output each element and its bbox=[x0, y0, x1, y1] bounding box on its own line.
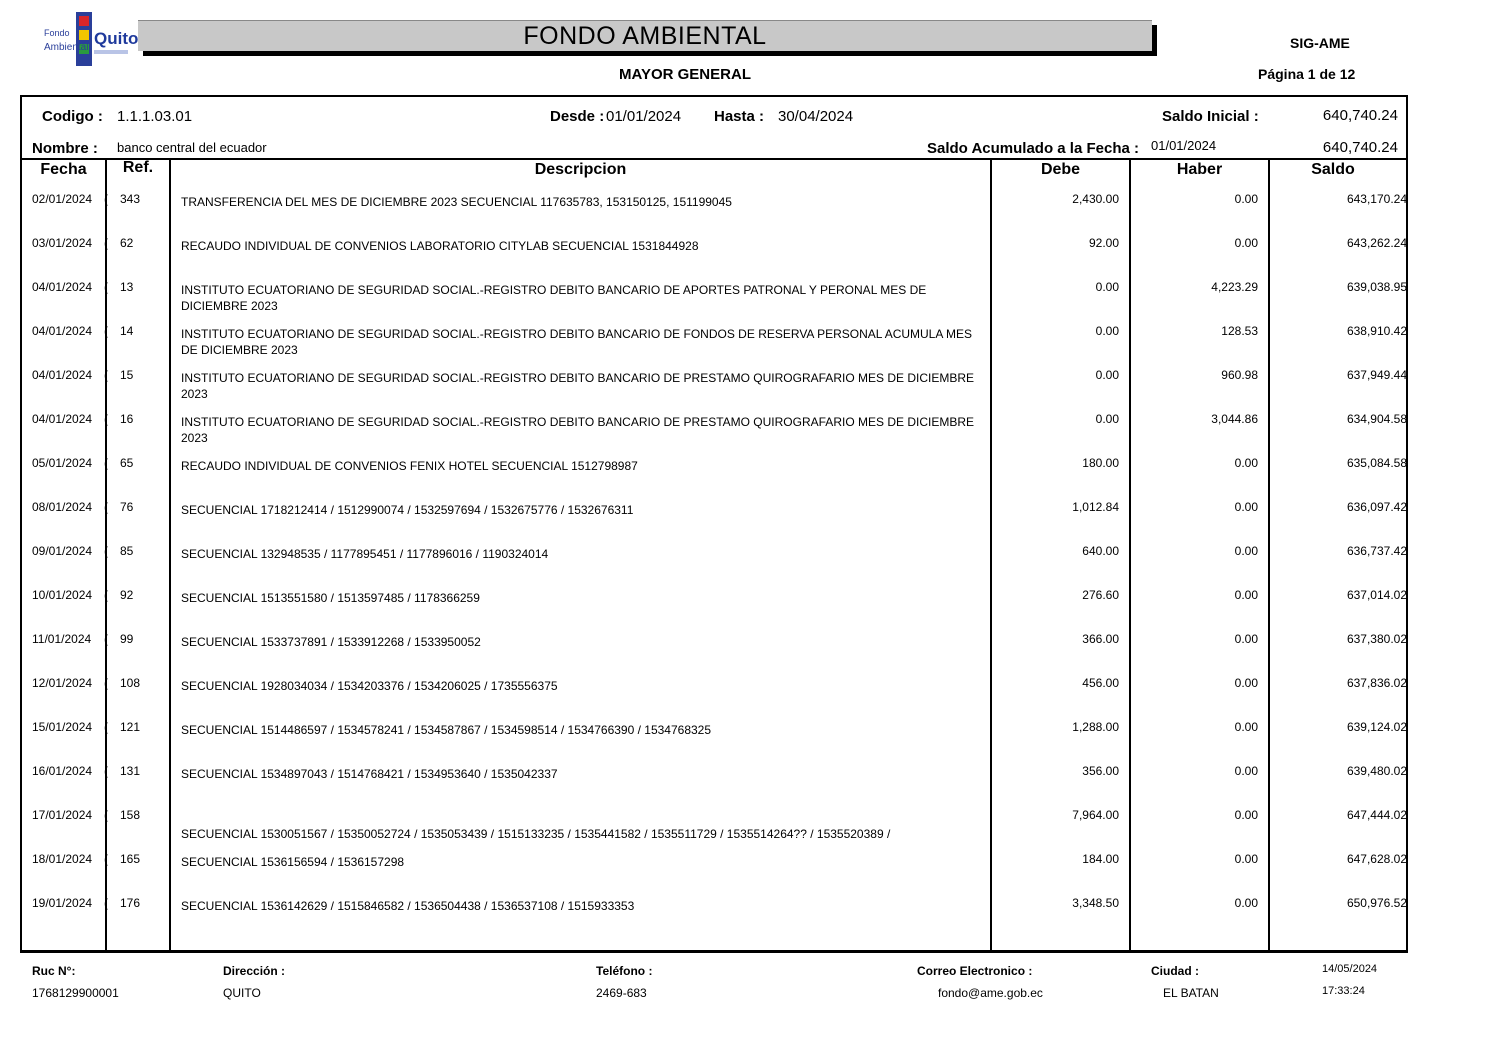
direccion-value: QUITO bbox=[223, 986, 261, 1000]
row-haber: 0.00 bbox=[1234, 500, 1258, 514]
column-header-descripcion: Descripcion bbox=[534, 161, 627, 178]
row-mark: ( bbox=[104, 192, 108, 206]
row-debe: 184.00 bbox=[1082, 852, 1119, 866]
row-fecha: 04/01/2024 bbox=[32, 368, 93, 382]
row-ref: 108 bbox=[120, 676, 141, 690]
row-descripcion: SECUENCIAL 132948535 / 1177895451 / 1177896016 / 1190324014 bbox=[181, 547, 549, 561]
row-saldo: 637,014.02 bbox=[1346, 588, 1407, 602]
row-ref: 176 bbox=[120, 896, 141, 910]
row-haber: 0.00 bbox=[1234, 852, 1258, 866]
row-ref: 99 bbox=[120, 632, 134, 646]
print-time: 17:33:24 bbox=[1322, 985, 1365, 997]
row-fecha: 18/01/2024 bbox=[32, 852, 93, 866]
row-debe: 2,430.00 bbox=[1072, 192, 1119, 206]
codigo-label: Codigo : bbox=[42, 108, 103, 125]
saldo-acumulado-value: 640,740.24 bbox=[1322, 139, 1398, 156]
ruc-value: 1768129900001 bbox=[32, 986, 119, 1000]
row-saldo: 639,124.02 bbox=[1346, 720, 1407, 734]
row-debe: 456.00 bbox=[1082, 676, 1119, 690]
svg-text:Fondo: Fondo bbox=[44, 28, 70, 38]
ciudad-value: EL BATAN bbox=[1163, 986, 1219, 1000]
row-ref: 92 bbox=[120, 588, 134, 602]
ciudad-label: Ciudad : bbox=[1151, 964, 1199, 978]
row-ref: 76 bbox=[120, 500, 134, 514]
row-haber: 0.00 bbox=[1234, 236, 1258, 250]
row-saldo: 637,949.44 bbox=[1346, 368, 1407, 382]
row-saldo: 643,262.24 bbox=[1346, 236, 1407, 250]
column-header-fecha: Fecha bbox=[40, 161, 87, 178]
row-descripcion: SECUENCIAL 1718212414 / 1512990074 / 1532597694 / 1532675776 / 1532676311 bbox=[181, 503, 634, 517]
row-descripcion: INSTITUTO ECUATORIANO DE SEGURIDAD SOCIAL.-REGISTRO DEBITO BANCARIO DE APORTES PATRONAL Y PERONAL MES DE DICIEMBRE 2023 bbox=[181, 283, 927, 313]
desde-value: 01/01/2024 bbox=[606, 108, 682, 125]
row-saldo: 636,737.42 bbox=[1346, 544, 1407, 558]
row-descripcion: INSTITUTO ECUATORIANO DE SEGURIDAD SOCIAL.-REGISTRO DEBITO BANCARIO DE PRESTAMO QUIROGRAFARIO MES DE DICIEMBRE 2023 bbox=[181, 415, 974, 445]
row-mark: ( bbox=[104, 852, 108, 866]
row-mark: ( bbox=[104, 368, 108, 382]
row-saldo: 643,170.24 bbox=[1346, 192, 1407, 206]
row-saldo: 637,380.02 bbox=[1346, 632, 1407, 646]
row-debe: 3,348.50 bbox=[1072, 896, 1119, 910]
table-row bbox=[0, 542, 1497, 586]
row-descripcion: SECUENCIAL 1534897043 / 1514768421 / 1534953640 / 1535042337 bbox=[181, 767, 558, 781]
column-header-saldo: Saldo bbox=[1311, 161, 1355, 178]
row-ref: 131 bbox=[120, 764, 141, 778]
table-row bbox=[0, 366, 1497, 410]
saldo-inicial-label: Saldo Inicial : bbox=[1162, 108, 1259, 125]
saldo-acumulado-label: Saldo Acumulado a la Fecha : bbox=[927, 140, 1139, 157]
row-descripcion: SECUENCIAL 1533737891 / 1533912268 / 1533950052 bbox=[181, 635, 481, 649]
desde-label: Desde : bbox=[550, 108, 605, 125]
row-descripcion: SECUENCIAL 1536142629 / 1515846582 / 1536504438 / 1536537108 / 1515933353 bbox=[181, 899, 635, 913]
table-row bbox=[0, 410, 1497, 454]
row-haber: 3,044.86 bbox=[1211, 412, 1258, 426]
table-header-top-rule bbox=[20, 158, 1408, 160]
row-fecha: 04/01/2024 bbox=[32, 412, 93, 426]
codigo-value: 1.1.1.03.01 bbox=[117, 108, 193, 125]
row-debe: 7,964.00 bbox=[1072, 808, 1119, 822]
row-haber: 0.00 bbox=[1234, 588, 1258, 602]
row-haber: 0.00 bbox=[1234, 456, 1258, 470]
row-mark: ( bbox=[104, 236, 108, 250]
table-row bbox=[0, 718, 1497, 762]
nombre-label: Nombre : bbox=[32, 140, 98, 157]
row-saldo: 636,097.42 bbox=[1346, 500, 1407, 514]
column-header-haber: Haber bbox=[1176, 161, 1223, 178]
row-fecha: 12/01/2024 bbox=[32, 676, 93, 690]
row-debe: 366.00 bbox=[1082, 632, 1119, 646]
row-descripcion: SECUENCIAL 1928034034 / 1534203376 / 1534206025 / 1735556375 bbox=[181, 679, 558, 693]
row-debe: 1,012.84 bbox=[1072, 500, 1119, 514]
nombre-value: banco central del ecuador bbox=[117, 140, 267, 155]
row-debe: 356.00 bbox=[1082, 764, 1119, 778]
correo-value: fondo@ame.gob.ec bbox=[938, 986, 1043, 1000]
title-shadow bbox=[143, 51, 1157, 56]
row-mark: ( bbox=[104, 544, 108, 558]
row-fecha: 08/01/2024 bbox=[32, 500, 93, 514]
table-row bbox=[0, 190, 1497, 234]
ruc-label: Ruc N°: bbox=[32, 964, 76, 978]
row-mark: ( bbox=[104, 632, 108, 646]
row-debe: 640.00 bbox=[1082, 544, 1119, 558]
row-fecha: 11/01/2024 bbox=[32, 632, 92, 646]
row-fecha: 15/01/2024 bbox=[32, 720, 93, 734]
row-ref: 343 bbox=[120, 192, 141, 206]
row-saldo: 638,910.42 bbox=[1346, 324, 1407, 338]
row-fecha: 04/01/2024 bbox=[32, 280, 93, 294]
row-haber: 0.00 bbox=[1234, 896, 1258, 910]
column-header-ref: Ref. bbox=[122, 159, 154, 176]
row-saldo: 647,628.02 bbox=[1346, 852, 1407, 866]
row-mark: ( bbox=[104, 764, 108, 778]
row-descripcion: INSTITUTO ECUATORIANO DE SEGURIDAD SOCIAL.-REGISTRO DEBITO BANCARIO DE FONDOS DE RESERVA PERSONAL ACUMULA MES DE DICIEMBRE 2023 bbox=[181, 327, 973, 357]
row-mark: ( bbox=[104, 720, 108, 734]
row-haber: 128.53 bbox=[1221, 324, 1258, 338]
row-debe: 0.00 bbox=[1095, 280, 1119, 294]
row-haber: 0.00 bbox=[1234, 720, 1258, 734]
row-saldo: 634,904.58 bbox=[1346, 412, 1407, 426]
row-debe: 276.60 bbox=[1082, 588, 1119, 602]
row-saldo: 647,444.02 bbox=[1346, 808, 1407, 822]
row-debe: 180.00 bbox=[1082, 456, 1119, 470]
row-mark: ( bbox=[104, 808, 108, 822]
row-saldo: 639,480.02 bbox=[1346, 764, 1407, 778]
fondo-ambiental-quito-logo bbox=[42, 10, 139, 70]
row-haber: 0.00 bbox=[1234, 192, 1258, 206]
row-fecha: 09/01/2024 bbox=[32, 544, 93, 558]
row-descripcion: SECUENCIAL 1514486597 / 1534578241 / 1534587867 / 1534598514 / 1534766390 / 1534768325 bbox=[181, 723, 712, 737]
row-mark: ( bbox=[104, 896, 108, 910]
table-row bbox=[0, 586, 1497, 630]
page-indicator: Página 1 de 12 bbox=[1258, 66, 1356, 82]
row-haber: 0.00 bbox=[1234, 808, 1258, 822]
saldo-inicial-value: 640,740.24 bbox=[1322, 107, 1398, 124]
row-mark: ( bbox=[104, 324, 108, 338]
table-row bbox=[0, 322, 1497, 366]
row-debe: 0.00 bbox=[1095, 368, 1119, 382]
row-fecha: 16/01/2024 bbox=[32, 764, 93, 778]
row-ref: 16 bbox=[120, 412, 134, 426]
row-fecha: 10/01/2024 bbox=[32, 588, 93, 602]
row-ref: 15 bbox=[120, 368, 134, 382]
correo-label: Correo Electronico : bbox=[917, 964, 1033, 978]
row-descripcion: RECAUDO INDIVIDUAL DE CONVENIOS FENIX HOTEL SECUENCIAL 1512798987 bbox=[181, 459, 638, 473]
row-mark: ( bbox=[104, 412, 108, 426]
row-fecha: 05/01/2024 bbox=[32, 456, 93, 470]
report-subtitle: MAYOR GENERAL bbox=[619, 66, 751, 83]
table-row bbox=[0, 454, 1497, 498]
row-haber: 4,223.29 bbox=[1211, 280, 1258, 294]
row-haber: 960.98 bbox=[1221, 368, 1258, 382]
row-descripcion: INSTITUTO ECUATORIANO DE SEGURIDAD SOCIAL.-REGISTRO DEBITO BANCARIO DE PRESTAMO QUIROGRAFARIO MES DE DICIEMBRE 2023 bbox=[181, 371, 974, 401]
svg-text:Quito: Quito bbox=[94, 29, 139, 48]
hasta-label: Hasta : bbox=[714, 108, 765, 125]
print-date: 14/05/2024 bbox=[1322, 963, 1378, 975]
row-ref: 85 bbox=[120, 544, 134, 558]
row-ref: 62 bbox=[120, 236, 134, 250]
row-ref: 13 bbox=[120, 280, 134, 294]
row-debe: 0.00 bbox=[1095, 324, 1119, 338]
row-saldo: 635,084.58 bbox=[1346, 456, 1407, 470]
row-haber: 0.00 bbox=[1234, 764, 1258, 778]
table-row bbox=[0, 498, 1497, 542]
system-name: SIG-AME bbox=[1290, 35, 1350, 51]
row-saldo: 639,038.95 bbox=[1346, 280, 1407, 294]
table-row bbox=[0, 806, 1497, 850]
row-descripcion: RECAUDO INDIVIDUAL DE CONVENIOS LABORATORIO CITYLAB SECUENCIAL 1531844928 bbox=[181, 239, 699, 253]
column-header-debe: Debe bbox=[1040, 161, 1081, 178]
row-descripcion: SECUENCIAL 1530051567 / 15350052724 / 1535053439 / 1515133235 / 1535441582 / 1535511729 / 1535514264?? / 1535520389 / bbox=[181, 827, 891, 841]
row-mark: ( bbox=[104, 676, 108, 690]
row-ref: 65 bbox=[120, 456, 134, 470]
telefono-value: 2469-683 bbox=[596, 986, 647, 1000]
table-row bbox=[0, 850, 1497, 894]
row-haber: 0.00 bbox=[1234, 676, 1258, 690]
row-descripcion: SECUENCIAL 1513551580 / 1513597485 / 1178366259 bbox=[181, 591, 480, 605]
row-saldo: 637,836.02 bbox=[1346, 676, 1407, 690]
row-haber: 0.00 bbox=[1234, 544, 1258, 558]
row-fecha: 03/01/2024 bbox=[32, 236, 93, 250]
row-debe: 0.00 bbox=[1095, 412, 1119, 426]
direccion-label: Dirección : bbox=[223, 964, 286, 978]
svg-text:Ambiental: Ambiental bbox=[44, 42, 89, 53]
row-fecha: 19/01/2024 bbox=[32, 896, 93, 910]
row-fecha: 04/01/2024 bbox=[32, 324, 93, 338]
row-ref: 121 bbox=[120, 720, 141, 734]
table-row bbox=[0, 278, 1497, 322]
table-row bbox=[0, 762, 1497, 806]
row-debe: 1,288.00 bbox=[1072, 720, 1119, 734]
row-ref: 14 bbox=[120, 324, 134, 338]
hasta-value: 30/04/2024 bbox=[778, 108, 854, 125]
table-row bbox=[0, 894, 1497, 938]
row-ref: 165 bbox=[120, 852, 141, 866]
row-fecha: 02/01/2024 bbox=[32, 192, 93, 206]
table-row bbox=[0, 630, 1497, 674]
row-mark: ( bbox=[104, 456, 108, 470]
row-saldo: 650,976.52 bbox=[1346, 896, 1407, 910]
row-mark: ( bbox=[104, 280, 108, 294]
row-descripcion: SECUENCIAL 1536156594 / 1536157298 bbox=[181, 855, 405, 869]
row-mark: ( bbox=[104, 588, 108, 602]
row-debe: 92.00 bbox=[1088, 236, 1119, 250]
saldo-acumulado-fecha: 01/01/2024 bbox=[1151, 138, 1217, 153]
row-descripcion: TRANSFERENCIA DEL MES DE DICIEMBRE 2023 SECUENCIAL 117635783, 153150125, 151199045 bbox=[181, 195, 732, 209]
row-fecha: 17/01/2024 bbox=[32, 808, 93, 822]
table-row bbox=[0, 674, 1497, 718]
report-title: FONDO AMBIENTAL bbox=[523, 22, 767, 50]
row-ref: 158 bbox=[120, 808, 141, 822]
row-mark: ( bbox=[104, 500, 108, 514]
telefono-label: Teléfono : bbox=[596, 964, 653, 978]
table-row bbox=[0, 234, 1497, 278]
row-haber: 0.00 bbox=[1234, 632, 1258, 646]
